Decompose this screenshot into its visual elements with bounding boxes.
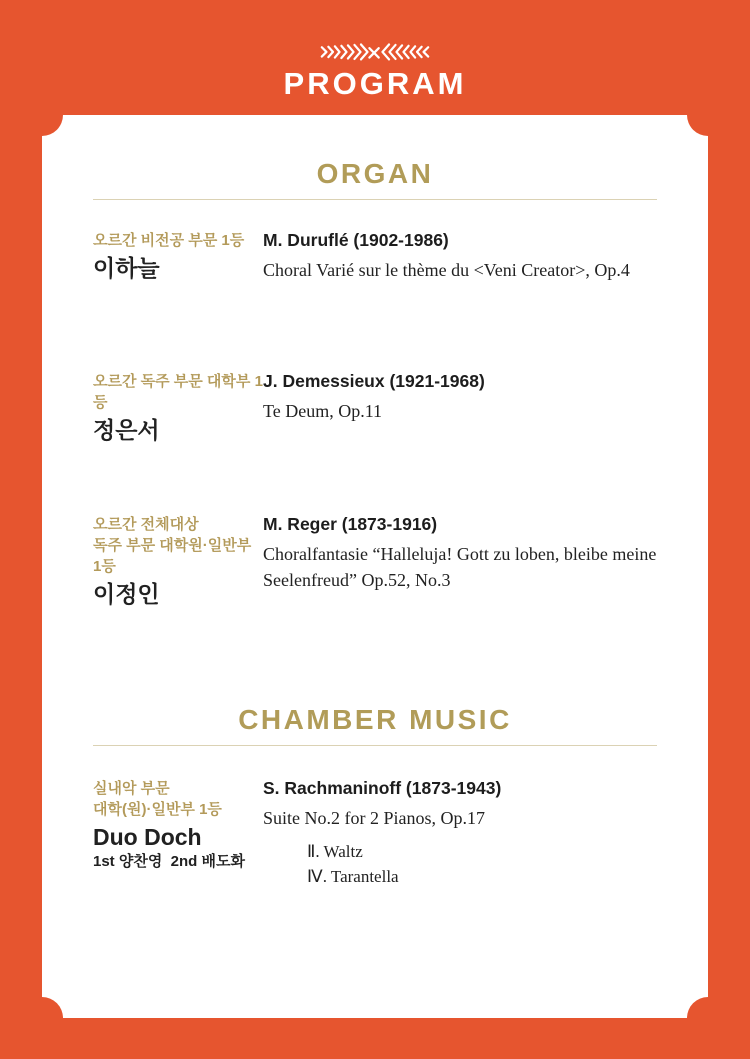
corner-notch-top-right [687,115,708,136]
composer-name: S. Rachmaninoff (1873-1943) [263,778,502,798]
section-chamber-music-header [93,703,657,746]
award-label: 오르간 전체대상 [93,516,199,533]
program-entry [93,778,657,889]
header [0,0,750,115]
corner-notch-top-left [42,115,63,136]
entry-repertoire-column [263,778,657,889]
piece-title-line: Seelenfreud” Op.52, No.3 [263,570,451,590]
award-label: 실내악 부문 [93,780,170,797]
entry-performer-column [93,371,263,444]
piece-title: Suite No.2 for 2 Pianos, Op.17 [263,808,485,828]
laurel-icon [319,39,431,63]
section-title: CHAMBER MUSIC [238,704,512,735]
section-divider [93,199,657,200]
piece-title: Te Deum, Op.11 [263,401,383,421]
performer-members: 1st 양찬영 2nd 배도화 [93,853,245,870]
award-label: 독주 부문 대학원·일반부 1등 [93,537,252,575]
performer-name: Duo Doch [93,824,202,850]
piece-title-line: Choralfantasie “Halleluja! Gott zu loben, bleibe meine [263,544,657,564]
performer-name: 정은서 [93,417,160,443]
composer-name: M. Reger (1873-1916) [263,514,438,534]
entry-performer-column [93,778,263,872]
entry-repertoire-column [263,371,657,424]
corner-notch-bottom-left [42,997,63,1018]
content-panel [42,115,708,1018]
section-title: ORGAN [316,158,434,189]
performer-name: 이하늘 [93,255,160,281]
composer-name: J. Demessieux (1921-1968) [263,371,485,391]
section-divider [93,745,657,746]
piece-title: Choral Varié sur le thème du <Veni Creator>, Op.4 [263,260,630,280]
program-entry [93,514,657,608]
piece-title [263,541,657,593]
entry-repertoire-column [263,230,657,283]
entry-performer-column [93,514,263,608]
program-entry [93,230,657,283]
movement-item: Ⅱ. Waltz [307,842,363,861]
award-label: 오르간 비전공 부문 1등 [93,232,245,249]
section-organ-header [93,157,657,200]
entry-performer-column [93,230,263,282]
entry-repertoire-column [263,514,657,593]
award-label: 대학(원)·일반부 1등 [93,801,222,818]
corner-notch-bottom-right [687,997,708,1018]
program-entry [93,371,657,444]
composer-name: M. Duruflé (1902-1986) [263,230,449,250]
award-label: 오르간 독주 부문 대학부 1등 [93,373,263,411]
movement-item: Ⅳ. Tarantella [307,867,399,886]
performer-name: 이정인 [93,581,160,607]
page-title: PROGRAM [283,66,467,101]
movement-list [307,839,657,889]
